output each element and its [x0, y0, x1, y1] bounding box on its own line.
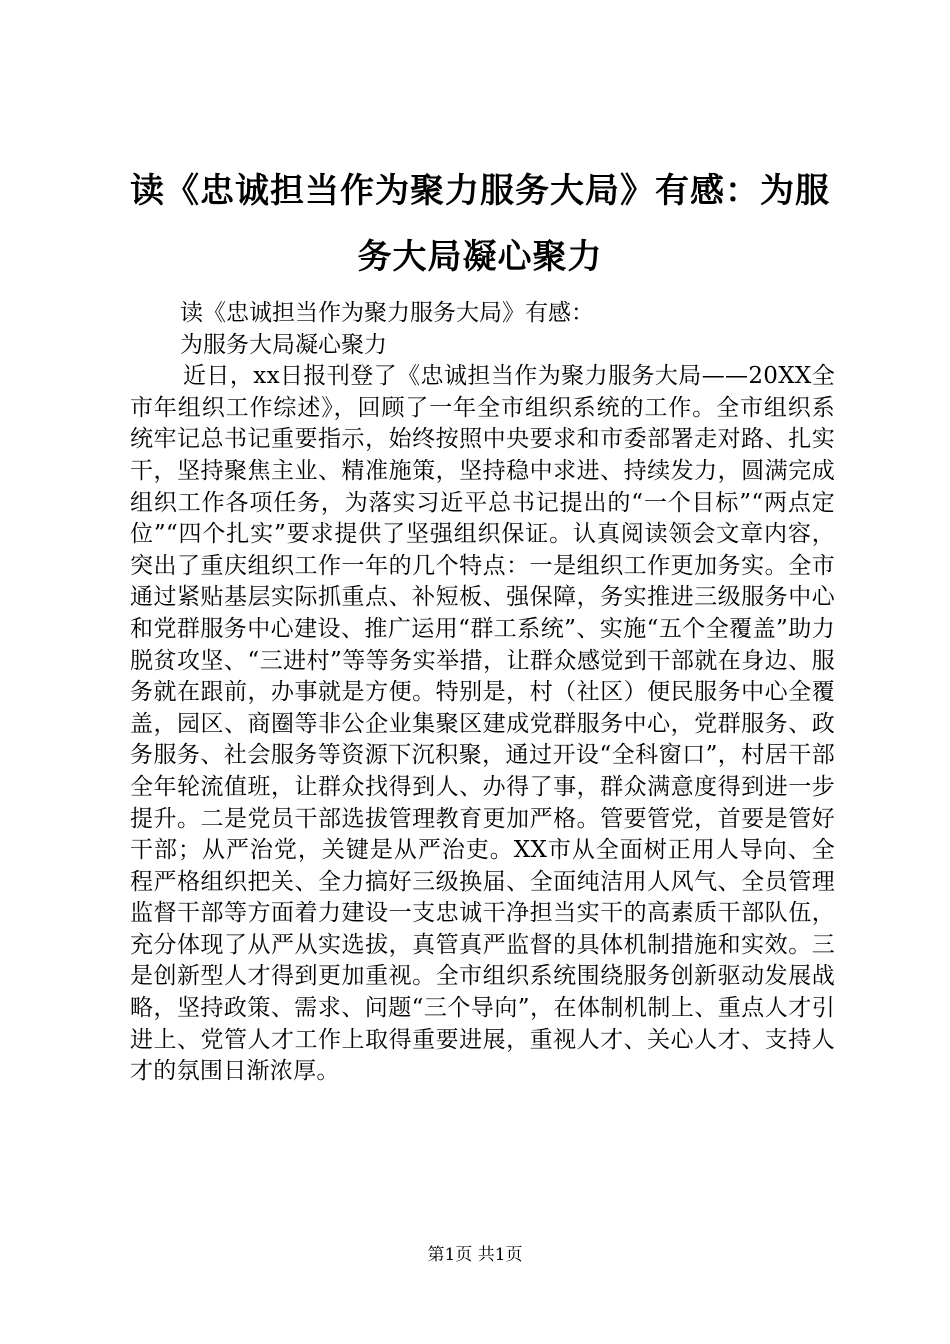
- title-line-1: 读《忠诚担当作为聚力服务大局》有感：为服: [130, 171, 830, 211]
- page-number-footer: 第1页 共1页: [427, 1245, 523, 1265]
- title-line-2: 务大局凝心聚力: [357, 237, 603, 277]
- document-body: [130, 298, 835, 1088]
- document-title: [125, 158, 835, 290]
- body-paragraph: 近日，xx日报刊登了《忠诚担当作为聚力服务大局——20XX全市年组织工作综述》，回顾了一年全市组织系统的工作。全市组织系统牢记总书记重要指示，始终按照中央要求和市委部署走对路、扎实干，坚持聚焦主业、精准施策，坚持稳中求进、持续发力，圆满完成组织工作各项任务，为落实习近平总书记提出的“一个目标”“两点定位”“四个扎实”要求提供了坚强组织保证。认真阅读领会文章内容，突出了重庆组织工作一年的几个特点：一是组织工作更加务实。全市通过紧贴基层实际抓重点、补短板、强保障，务实推进三级服务中心和党群服务中心建设、推广运用“群工系统”、实施“五个全覆盖”助力脱贫攻坚、“三进村”等等务实举措，让群众感觉到干部就在身边、服务就在跟前，办事就是方便。特别是，村（社区）便民服务中心全覆盖，园区、商圈等非公企业集聚区建成党群服务中心，党群服务、政务服务、社会服务等资源下沉积聚，通过开设“全科窗口”，村居干部全年轮流值班，让群众找得到人、办得了事，群众满意度得到进一步提升。二是党员干部选拔管理教育更加严格。管要管党，首要是管好干部；从严治党，关键是从严治吏。XX市从全面树正用人导向、全程严格组织把关、全力搞好三级换届、全面纯洁用人风气、全员管理监督干部等方面着力建设一支忠诚干净担当实干的高素质干部队伍，充分体现了从严从实选拔，真管真严监督的具体机制措施和实效。三是创新型人才得到更加重视。全市组织系统围绕服务创新驱动发展战略，坚持政策、需求、问题“三个导向”，在体制机制上、重点人才引进上、党管人才工作上取得重要进展，重视人才、关心人才、支持人才的氛围日渐浓厚。: [130, 363, 835, 1085]
- subtitle-line-1: 读《忠诚担当作为聚力服务大局》有感：: [180, 300, 594, 326]
- subtitle-line-2: 为服务大局凝心聚力: [180, 331, 387, 358]
